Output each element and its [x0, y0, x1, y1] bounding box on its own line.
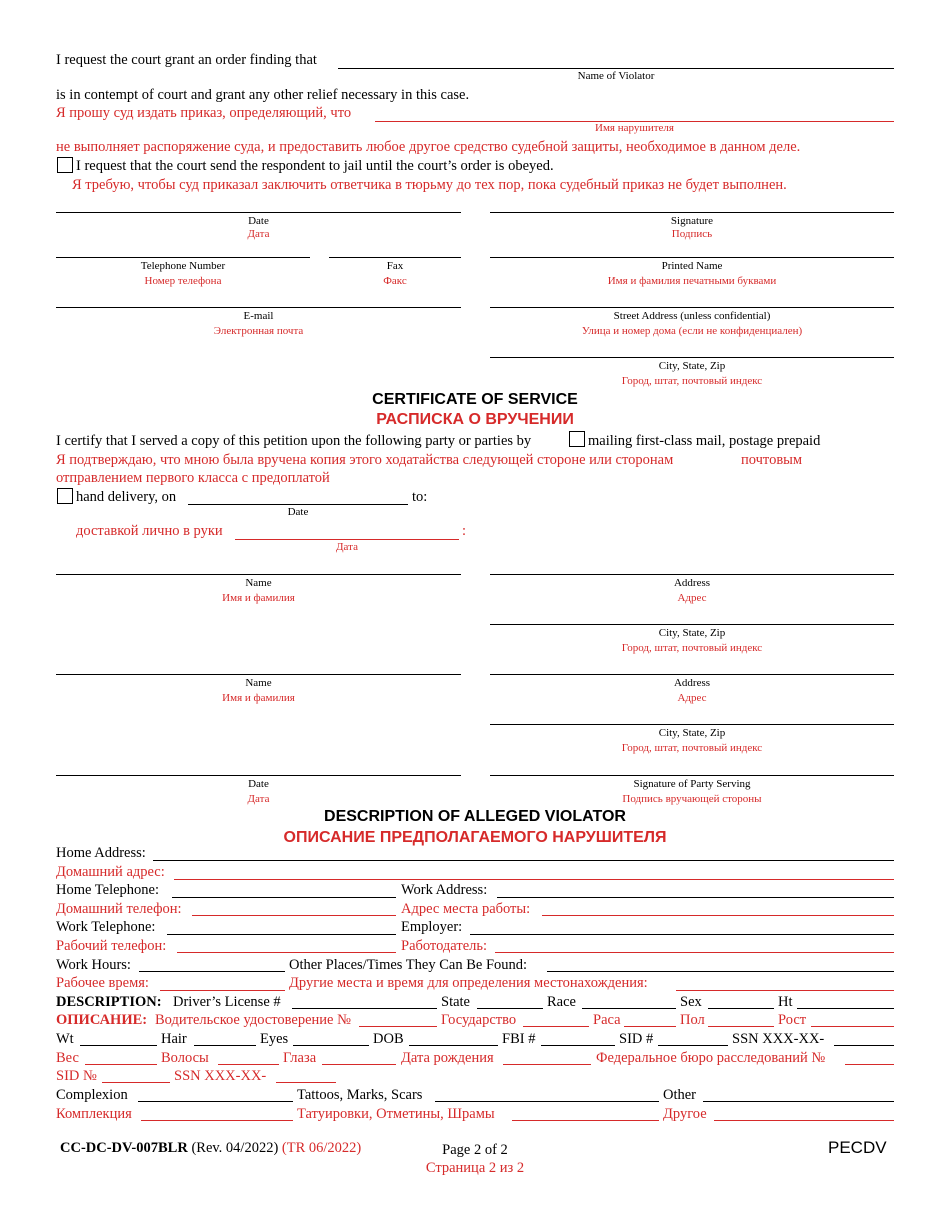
serving-date-label-ru: Дата — [247, 793, 270, 805]
date-label-ru: Дата — [247, 228, 270, 240]
other-places-label-ru: Другие места и время для определения местонахождения: — [289, 975, 648, 991]
state-label: State — [441, 994, 470, 1010]
party2-city-label: City, State, Zip — [658, 727, 726, 739]
fax-label: Fax — [386, 260, 404, 272]
serving-signature-label-ru: Подпись вручающей стороны — [622, 793, 762, 805]
dob-field[interactable] — [409, 1045, 498, 1046]
certificate-title: CERTIFICATE OF SERVICE — [372, 391, 578, 408]
serving-signature-line[interactable] — [490, 775, 894, 776]
license-field-ru[interactable] — [359, 1026, 437, 1027]
party1-name-label: Name — [245, 577, 272, 589]
eyes-field[interactable] — [293, 1045, 369, 1046]
mailing-text-ru-a: почтовым — [741, 452, 803, 468]
delivery-date-line[interactable] — [188, 504, 408, 505]
race-field[interactable] — [582, 1008, 676, 1009]
hair-field[interactable] — [194, 1045, 256, 1046]
other-field[interactable] — [703, 1101, 894, 1102]
complexion-field-ru[interactable] — [141, 1120, 293, 1121]
sid-label-ru: SID № — [56, 1068, 97, 1084]
license-label-ru: Водительское удостоверение № — [155, 1012, 351, 1028]
sex-label: Sex — [680, 994, 702, 1010]
other-places-field-ru[interactable] — [676, 990, 894, 991]
ht-label-ru: Рост — [778, 1012, 807, 1028]
party1-name-line[interactable] — [56, 574, 461, 575]
printed-name-label: Printed Name — [661, 260, 723, 272]
delivery-date-line-ru[interactable] — [235, 539, 459, 540]
request-line2: is in contempt of court and grant any other relief necessary in this case. — [56, 87, 470, 103]
party1-address-label-ru: Адрес — [677, 592, 707, 604]
party1-city-label-ru: Город, штат, почтовый индекс — [621, 642, 763, 654]
serving-signature-label: Signature of Party Serving — [633, 778, 751, 790]
other-label-ru: Другое — [663, 1106, 707, 1122]
work-hours-label: Work Hours: — [56, 957, 131, 973]
ht-field[interactable] — [797, 1008, 894, 1009]
printed-name-label-ru: Имя и фамилия печатными буквами — [607, 275, 777, 287]
other-places-field[interactable] — [547, 971, 894, 972]
sid-label: SID # — [619, 1031, 654, 1047]
party2-name-label: Name — [245, 677, 272, 689]
dob-label-ru: Дата рождения — [401, 1050, 494, 1066]
party2-name-line[interactable] — [56, 674, 461, 675]
telephone-label-ru: Номер телефона — [144, 275, 222, 287]
description-label: DESCRIPTION: — [56, 994, 162, 1010]
complexion-label-ru: Комплекция — [56, 1106, 132, 1122]
other-label: Other — [663, 1087, 697, 1103]
other-field-ru[interactable] — [714, 1120, 894, 1121]
hand-delivery-text-ru: доставкой лично в руки — [76, 523, 223, 539]
home-tel-field-ru[interactable] — [192, 915, 396, 916]
form-translation-revision: (TR 06/2022) — [281, 1140, 362, 1156]
date-label: Date — [248, 215, 269, 227]
mailing-checkbox[interactable] — [569, 431, 585, 447]
signature-label: Signature — [670, 215, 714, 227]
party1-address-label: Address — [673, 577, 711, 589]
wt-label-ru: Вес — [56, 1050, 79, 1066]
party1-city-line[interactable] — [490, 624, 894, 625]
signature-label-ru: Подпись — [671, 228, 713, 240]
dob-label: DOB — [373, 1031, 404, 1047]
home-tel-label-ru: Домашний телефон: — [56, 901, 182, 917]
hand-delivery-text: hand delivery, on — [76, 489, 177, 505]
eyes-label: Eyes — [260, 1031, 289, 1047]
ssn-label-ru: SSN XXX-XX- — [174, 1068, 267, 1084]
party2-city-line[interactable] — [490, 724, 894, 725]
city-line[interactable] — [490, 357, 894, 358]
home-address-field-ru[interactable] — [174, 879, 894, 880]
telephone-line[interactable] — [56, 257, 310, 258]
description-label-ru: ОПИСАНИЕ: — [56, 1012, 148, 1028]
delivery-date-label-ru: Дата — [336, 541, 358, 553]
city-label: City, State, Zip — [658, 360, 726, 372]
hair-label: Hair — [161, 1031, 187, 1047]
fax-line[interactable] — [329, 257, 461, 258]
party2-address-label-ru: Адрес — [677, 692, 707, 704]
form-code: PECDV — [828, 1138, 887, 1157]
date-line[interactable] — [56, 212, 461, 213]
certify-text: I certify that I served a copy of this petition upon the following party or parties by — [56, 433, 532, 449]
jail-text-ru: Я требую, чтобы суд приказал заключить ответчика в тюрьму до тех пор, пока судебный приказ не будет выполнен. — [72, 177, 787, 193]
fbi-field-ru[interactable] — [845, 1064, 894, 1065]
complexion-label: Complexion — [56, 1087, 128, 1103]
signature-line[interactable] — [490, 212, 894, 213]
party1-city-label: City, State, Zip — [658, 627, 726, 639]
fbi-label: FBI # — [502, 1031, 536, 1047]
street-line[interactable] — [490, 307, 894, 308]
wt-label: Wt — [56, 1031, 74, 1047]
home-tel-field[interactable] — [172, 897, 396, 898]
race-label-ru: Раса — [593, 1012, 621, 1028]
email-line[interactable] — [56, 307, 461, 308]
ssn-field-ru[interactable] — [276, 1082, 336, 1083]
fbi-field[interactable] — [541, 1045, 615, 1046]
tattoos-field[interactable] — [435, 1101, 659, 1102]
request-line2-ru: не выполняет распоряжение суда, и предоставить любое другое средство судебной защиты, необходимое в данном деле. — [56, 139, 801, 155]
party2-address-line[interactable] — [490, 674, 894, 675]
violator-name-line[interactable] — [338, 68, 894, 69]
violator-title: DESCRIPTION OF ALLEGED VIOLATOR — [324, 808, 626, 825]
delivery-date-label: Date — [287, 506, 309, 518]
dob-field-ru[interactable] — [503, 1064, 591, 1065]
work-hours-label-ru: Рабочее время: — [56, 975, 149, 991]
to-text: to: — [412, 489, 428, 505]
license-field[interactable] — [292, 1008, 437, 1009]
state-field[interactable] — [477, 1008, 543, 1009]
ht-field-ru[interactable] — [811, 1026, 894, 1027]
tattoos-label-ru: Татуировки, Отметины, Шрамы — [297, 1106, 495, 1122]
form-id: CC-DC-DV-007BLR — [60, 1140, 188, 1156]
tattoos-field-ru[interactable] — [512, 1120, 659, 1121]
party2-name-label-ru: Имя и фамилия — [222, 692, 295, 704]
telephone-label: Telephone Number — [140, 260, 226, 272]
colon-ru: : — [462, 523, 467, 539]
work-address-label: Work Address: — [401, 882, 488, 898]
employer-label: Employer: — [401, 919, 463, 935]
work-tel-field-ru[interactable] — [177, 952, 396, 953]
fbi-label-ru: Федеральное бюро расследований № — [596, 1050, 826, 1066]
work-hours-field-ru[interactable] — [160, 990, 285, 991]
party2-address-label: Address — [673, 677, 711, 689]
jail-text: I request that the court send the respondent to jail until the court’s order is obeyed. — [76, 158, 554, 174]
party1-address-line[interactable] — [490, 574, 894, 575]
name-of-violator-label: Name of Violator — [577, 70, 655, 82]
tattoos-label: Tattoos, Marks, Scars — [297, 1087, 423, 1103]
employer-field-ru[interactable] — [495, 952, 894, 953]
eyes-label-ru: Глаза — [283, 1050, 317, 1066]
work-tel-field[interactable] — [167, 934, 396, 935]
party1-name-label-ru: Имя и фамилия — [222, 592, 295, 604]
serving-date-line[interactable] — [56, 775, 461, 776]
hand-delivery-checkbox[interactable] — [57, 488, 73, 504]
email-label-ru: Электронная почта — [213, 325, 304, 337]
city-label-ru: Город, штат, почтовый индекс — [621, 375, 763, 387]
sex-field-ru[interactable] — [708, 1026, 774, 1027]
party2-city-label-ru: Город, штат, почтовый индекс — [621, 742, 763, 754]
street-label: Street Address (unless confidential) — [613, 310, 771, 322]
license-label: Driver’s License # — [173, 994, 281, 1010]
work-address-field[interactable] — [497, 897, 894, 898]
race-field-ru[interactable] — [624, 1026, 676, 1027]
complexion-field[interactable] — [138, 1101, 293, 1102]
hair-label-ru: Волосы — [161, 1050, 209, 1066]
eyes-field-ru[interactable] — [322, 1064, 396, 1065]
request-line1: I request the court grant an order finding that — [56, 52, 317, 68]
state-label-ru: Государство — [441, 1012, 517, 1028]
ht-label: Ht — [778, 994, 793, 1010]
page-number-ru: Страница 2 из 2 — [425, 1160, 525, 1176]
mailing-text-ru-b: отправлением первого класса с предоплатой — [56, 470, 330, 486]
form-revision: (Rev. 04/2022) — [191, 1140, 279, 1156]
home-tel-label: Home Telephone: — [56, 882, 160, 898]
ssn-field[interactable] — [834, 1045, 894, 1046]
name-of-violator-label-ru: Имя нарушителя — [595, 122, 674, 134]
fax-label-ru: Факс — [383, 275, 407, 287]
request-line1-ru: Я прошу суд издать приказ, определяющий, что — [56, 105, 352, 121]
home-address-field[interactable] — [153, 860, 894, 861]
work-tel-label: Work Telephone: — [56, 919, 156, 935]
home-address-label: Home Address: — [56, 845, 146, 861]
hair-field-ru[interactable] — [218, 1064, 279, 1065]
sid-field-ru[interactable] — [102, 1082, 170, 1083]
work-address-label-ru: Адрес места работы: — [401, 901, 531, 917]
page-number: Page 2 of 2 — [442, 1142, 508, 1158]
sid-field[interactable] — [658, 1045, 728, 1046]
jail-checkbox[interactable] — [57, 157, 73, 173]
wt-field[interactable] — [80, 1045, 157, 1046]
other-places-label: Other Places/Times They Can Be Found: — [289, 957, 528, 973]
email-label: E-mail — [243, 310, 274, 322]
race-label: Race — [547, 994, 576, 1010]
printed-name-line[interactable] — [490, 257, 894, 258]
employer-label-ru: Работодатель: — [401, 938, 488, 954]
work-tel-label-ru: Рабочий телефон: — [56, 938, 167, 954]
serving-date-label: Date — [248, 778, 269, 790]
work-address-field-ru[interactable] — [542, 915, 894, 916]
certificate-title-ru: РАСПИСКА О ВРУЧЕНИИ — [376, 411, 574, 428]
wt-field-ru[interactable] — [85, 1064, 157, 1065]
violator-title-ru: ОПИСАНИЕ ПРЕДПОЛАГАЕМОГО НАРУШИТЕЛЯ — [283, 829, 667, 846]
work-hours-field[interactable] — [139, 971, 285, 972]
certify-text-ru: Я подтверждаю, что мною была вручена копия этого ходатайства следующей стороне или сторонам — [56, 452, 674, 468]
mailing-text: mailing first-class mail, postage prepaid — [588, 433, 821, 449]
state-field-ru[interactable] — [523, 1026, 589, 1027]
ssn-label: SSN XXX-XX- — [732, 1031, 825, 1047]
home-address-label-ru: Домашний адрес: — [56, 864, 165, 880]
street-label-ru: Улица и номер дома (если не конфиденциален) — [581, 325, 803, 337]
sex-label-ru: Пол — [680, 1012, 705, 1028]
employer-field[interactable] — [470, 934, 894, 935]
sex-field[interactable] — [708, 1008, 774, 1009]
